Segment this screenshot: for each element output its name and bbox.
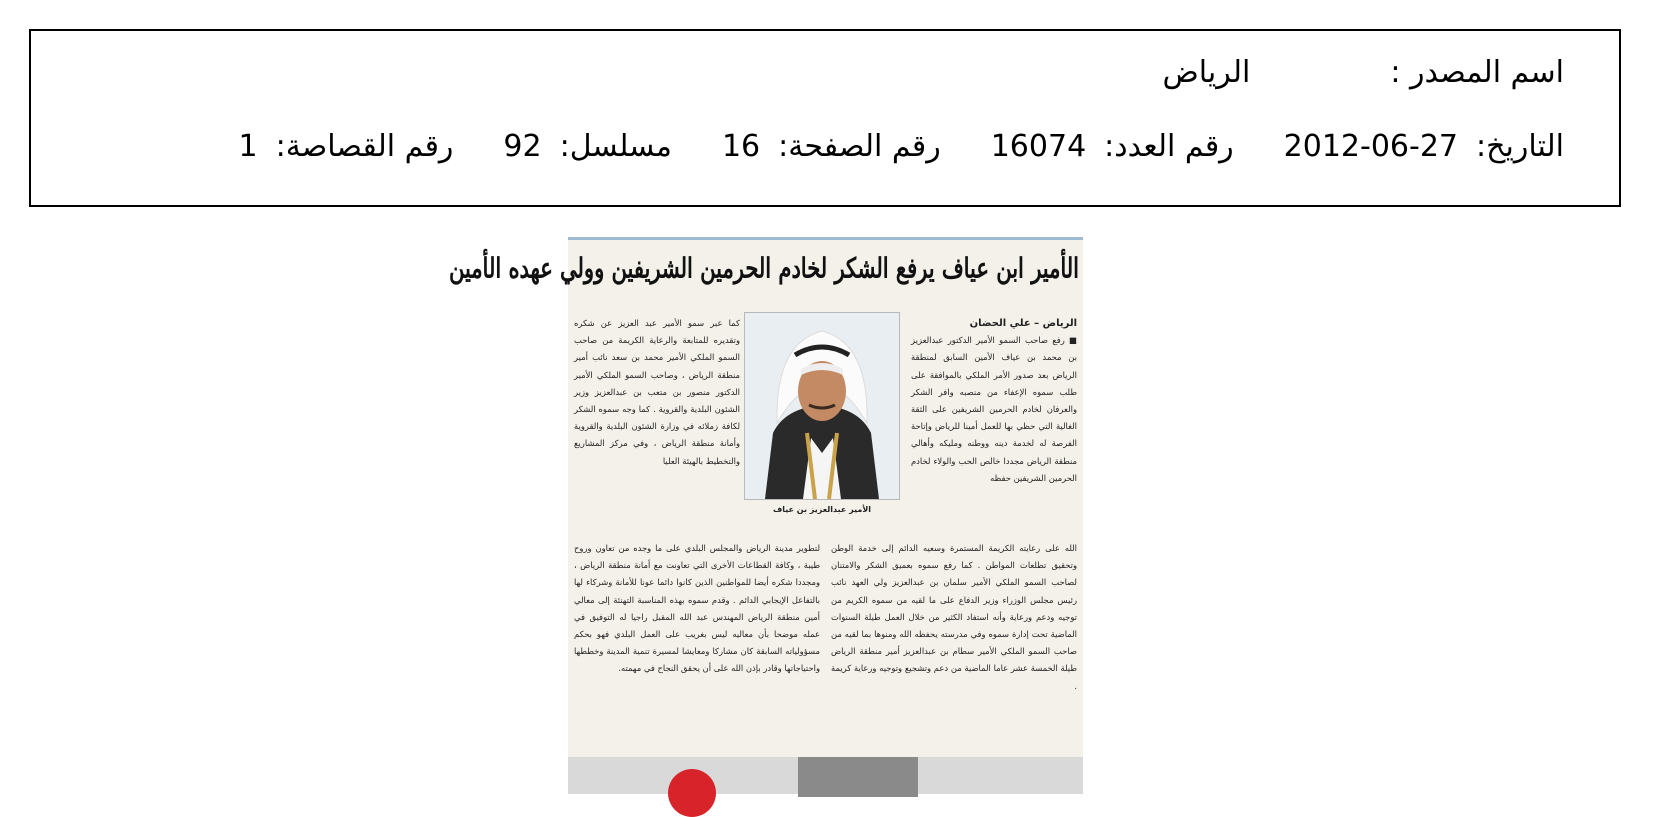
article-text-lower-left: لتطوير مدينة الرياض والمجلس البلدي على ما وجده من تعاون وروح طيبة ، وكافة القطاعات الأخرى التي تعاونت مع أمانة منطقة الرياض ، ومجددا شكره أيضا للمواطنين الذين كانوا دائما عونا للأمانة وشركاء لها بالتفاعل الإيجابي الدائم . وقدم سموه بهذه المناسبة التهنئة إلى معالي أمين منطقة الرياض المهندس عبد الله المقبل راجيا له التوفيق في عمله موضحا بأن معاليه ليس بغريب على العمل البلدي فهو بحكم مسؤولياته السابقة كان مشاركا ومعايشا لمسيرة تنمية المدينة وخططها واحتياجاتها وقادر بإذن الله على أن يحقق النجاح في مهمته. [574, 543, 820, 674]
article-text-right: ■ رفع صاحب السمو الأمير الدكتور عبدالعزيز بن محمد بن عياف الأمين السابق لمنطقة الرياض بعد صدور الأمر الملكي بالموافقة على طلب سموه الإعفاء من منصبه وافر الشكر والعرفان لخادم الحرمين الشريفين على الثقة الغالية التي حظي بها للعمل أمينا للرياض وإتاحة الفرصة له لخدمة دينه ووطنه ومليكه وأهالي منطقة الرياض مجددا خالص الحب والولاء لخادم الحرمين الشريفين حفظه [911, 335, 1077, 483]
serial-value: 92 [503, 129, 542, 164]
serial-label: مسلسل: [559, 129, 672, 164]
article-headline: الأمير ابن عياف يرفع الشكر لخادم الحرمين الشريفين وولي عهده الأمين [448, 251, 1079, 284]
article-text-lower-right: الله على رعايته الكريمة المستمرة وسعيه الدائم إلى خدمة الوطن وتحقيق تطلعات المواطن . كما رفع سموه بعميق الشكر والامتنان لصاحب السمو الملكي الأمير سلمان بن عبدالعزيز ولي العهد نائب رئيس مجلس الوزراء وزير الدفاع على ما لقيه من سموه الكريم من توجيه ودعم ورعاية وأنه استفاد الكثير من خلال العمل طيلة السنوات الماضية تحت إدارة سموه وفي مدرسته يحفظه الله ومنوها بما لقيه من صاحب السمو الملكي الأمير سطام بن عبدالعزيز أمير منطقة الرياض طيلة الخمسة عشر عاما الماضية من دعم وتشجيع وتوجيه ورعاية كريمة . [831, 543, 1077, 691]
photo-caption: الأمير عبدالعزيز بن عياف [772, 505, 872, 514]
article-column-right [911, 315, 1077, 487]
article-text-left: كما عبر سمو الأمير عبد العزيز عن شكره وتقديره للمتابعة والرعاية الكريمة من صاحب السمو الملكي الأمير محمد بن سعد نائب أمير منطقة الرياض ، وصاحب السمو الملكي الأمير الدكتور منصور بن متعب بن عبدالعزيز وزير الشئون البلدية والقروية . كما وجه سموه الشكر لكافة زملائه في وزارة الشئون البلدية والقروية وأمانة منطقة الرياض ، وفي مركز المشاريع والتخطيط بالهيئة العليا [574, 318, 740, 466]
page-value: 16 [721, 129, 761, 164]
page-label: رقم الصفحة: [778, 129, 941, 164]
portrait-illustration [745, 313, 899, 499]
red-graphic [668, 769, 716, 817]
next-article-strip [568, 757, 1083, 794]
source-row [61, 53, 1564, 93]
issue-value: 16074 [990, 129, 1087, 164]
portrait-photo [744, 312, 900, 500]
newspaper-clipping [448, 237, 1083, 794]
source-label: اسم المصدر : [1390, 55, 1564, 90]
details-row [61, 127, 1564, 167]
gray-graphic [798, 757, 918, 797]
clip-label: رقم القصاصة: [275, 129, 454, 164]
issue-label: رقم العدد: [1104, 129, 1234, 164]
clip-value: 1 [238, 129, 258, 164]
article-byline: الرياض – علي الحضان [969, 318, 1077, 329]
date-value: 2012-06-27 [1283, 129, 1459, 164]
clipping-metadata-box [29, 29, 1621, 207]
article-column-left [574, 315, 740, 470]
clipping-top-rule [568, 237, 1083, 240]
source-value: الرياض [1162, 55, 1251, 90]
date-label: التاريخ: [1476, 129, 1564, 164]
